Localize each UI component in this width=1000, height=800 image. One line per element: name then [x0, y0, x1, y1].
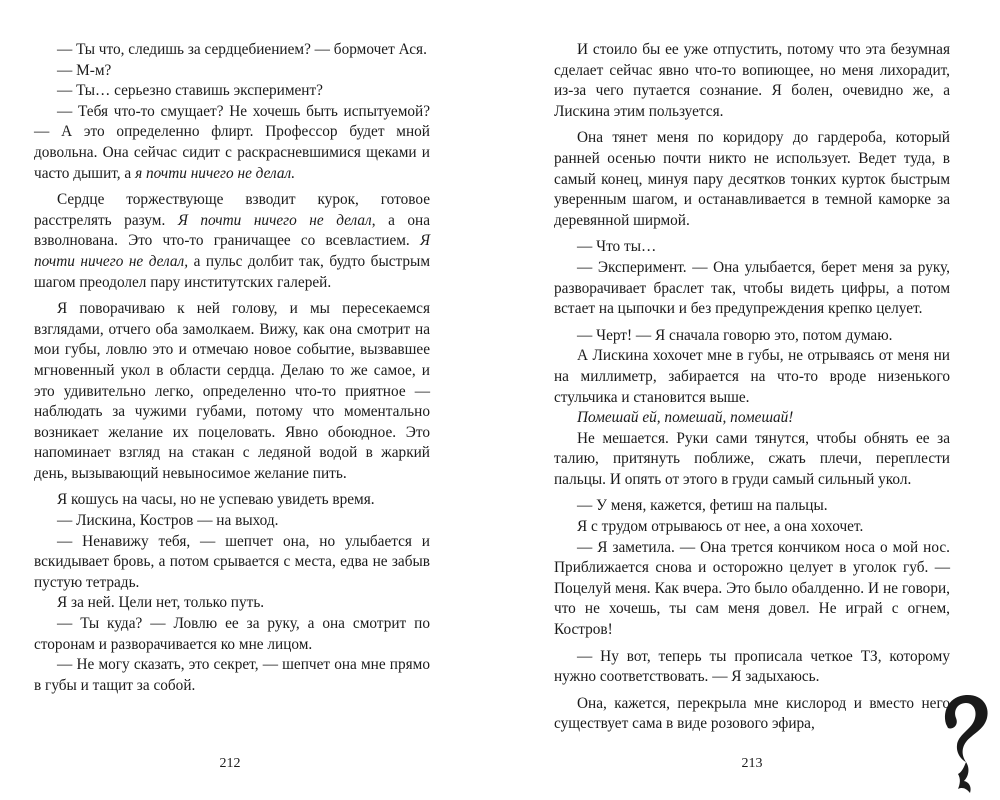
paragraph [554, 538, 950, 641]
paragraph [554, 429, 950, 491]
paragraph [554, 346, 950, 408]
text-segment: а пульс долбит так, будто быстрым шагом преодолел пару институтских галерей. [34, 252, 430, 291]
paragraph [34, 511, 430, 532]
italic-text: Я почти ничего не делал, [34, 232, 430, 270]
text-segment: — Ты что, следишь за сердцебиением? — бормочет Ася. [57, 41, 427, 58]
paragraph [34, 655, 430, 696]
paragraph [34, 81, 430, 102]
text-segment: — Что ты… [577, 238, 657, 256]
right-page-text [554, 40, 950, 735]
text-segment: Не мешается. Руки сами тянутся, чтобы обнять ее за талию, притянуть поближе, сжать плечи, переплести пальцы. И опять от этого в груди самый сильный укол. [554, 429, 950, 488]
left-page-text [34, 40, 430, 696]
paragraph [554, 40, 950, 122]
paragraph [554, 128, 950, 231]
paragraph [554, 408, 950, 429]
text-segment: Сердце торжествующе взводит курок, готовое расстрелять разум. [34, 191, 430, 229]
text-segment: — У меня, кажется, фетиш на пальцы. [577, 497, 828, 515]
text-segment: Я поворачиваю к ней голову, и мы пересекаемся взглядами, отчего оба замолкаем. Вижу, как она смотрит на мои губы, ловлю это и отмечаю новое событие, вызвавшее мгновенный укол в области сердца. Делаю то же самое, и это удивительно легко, определенно что-то приятное — наблюдать за чужими губами, потому что моментально возникает желание их поцеловать. Явно обоюдное. Это напоминает взгляд на стакан с ледяной водой в жаркий день, вызывающий невыносимое желание пить. [34, 300, 430, 482]
paragraph [554, 517, 950, 538]
text-segment: — Ненавижу тебя, — шепчет она, но улыбается и вскидывает бровь, а потом срывается с места, едва не забыв пустую тетрадь. [34, 532, 430, 591]
paragraph [34, 593, 430, 614]
italic-text: я почти ничего не делал. [135, 164, 296, 182]
paragraph [554, 694, 950, 735]
text-segment: А Лискина хохочет мне в губы, не отрываясь от меня ни на миллиметр, забирается на что-то вроде низенького стульчика и становится выше. [554, 347, 950, 406]
text-segment: — Ты куда? — Ловлю ее за руку, а она смотрит по сторонам и разворачивается ко мне лицом. [34, 615, 430, 653]
paragraph [34, 614, 430, 655]
text-segment: — Ну вот, теперь ты прописала четкое ТЗ, которому нужно соответствовать. — Я задыхаюсь. [554, 647, 950, 686]
paragraph [554, 647, 950, 688]
text-segment: Я за ней. Цели нет, только путь. [57, 594, 265, 612]
paragraph [34, 61, 430, 82]
text-segment: — Ты… серьезно ставишь эксперимент? [57, 82, 323, 100]
text-segment: Она тянет меня по коридору до гардероба, который ранней осенью почти никто не использует. Ведет туда, в самый конец, минуя пару десятков тонких курток быстрым уверенным шагом, и останавливается в темной каморке за деревянной ширмой. [554, 129, 950, 229]
question-mark-ornament-icon [936, 690, 992, 794]
text-segment: — Не могу сказать, это секрет, — шепчет она мне прямо в губы и тащит за собой. [34, 656, 430, 694]
text-segment: — Тебя что-то смущает? Не хочешь быть испытуемой? — А это определенно флирт. Профессор будет мной довольна. Она сейчас сидит с раскрасневшимися щеками и часто дышит, а [34, 102, 430, 182]
italic-text: Помешай ей, помешай, помешай! [577, 409, 794, 427]
text-segment: Она, кажется, перекрыла мне кислород и вместо него существует сама в виде розового эфира, [554, 694, 950, 733]
italic-text: Я почти ничего не делал [177, 211, 372, 229]
text-segment: — Лискина, Костров — на выход. [57, 512, 279, 530]
text-segment: — М-м? [57, 61, 112, 79]
paragraph [554, 326, 950, 347]
paragraph [34, 532, 430, 594]
text-segment: — Я заметила. — Она трется кончиком носа о мой нос. Приближается снова и осторожно целует в уголок губ. — Поцелуй меня. Как вчера. Это было обалденно. И не говори, что не хочешь, ты сам меня довел. Не играй с огнем, Костров! [554, 538, 950, 639]
left-page-number: 212 [219, 756, 241, 771]
text-segment: И стоило бы ее уже отпустить, потому что эта безумная сделает сейчас явно что-то вопиющее, но меня лихорадит, из-за чего путается сознание. Я болен, очевидно же, а Лискина этим пользуется. [554, 41, 950, 120]
text-segment: — Эксперимент. — Она улыбается, берет меня за руку, разворачивает браслет так, чтобы видеть цифры, а потом встает на цыпочки и без предупреждения крепко целует. [554, 258, 950, 318]
text-segment: , а она взволнована. Это что-то граничащее со всевластием. [34, 211, 431, 250]
paragraph [554, 258, 950, 320]
paragraph [554, 496, 950, 517]
paragraph [34, 490, 430, 511]
paragraph [554, 237, 950, 258]
paragraph [34, 102, 430, 184]
paragraph [34, 190, 430, 293]
text-segment: — Черт! — Я сначала говорю это, потом думаю. [577, 326, 893, 344]
text-segment: Я с трудом отрываюсь от нее, а она хохочет. [577, 518, 864, 536]
right-page-number: 213 [741, 756, 763, 771]
paragraph [34, 40, 430, 61]
paragraph [34, 299, 430, 484]
text-segment: Я кошусь на часы, но не успеваю увидеть время. [57, 491, 375, 509]
